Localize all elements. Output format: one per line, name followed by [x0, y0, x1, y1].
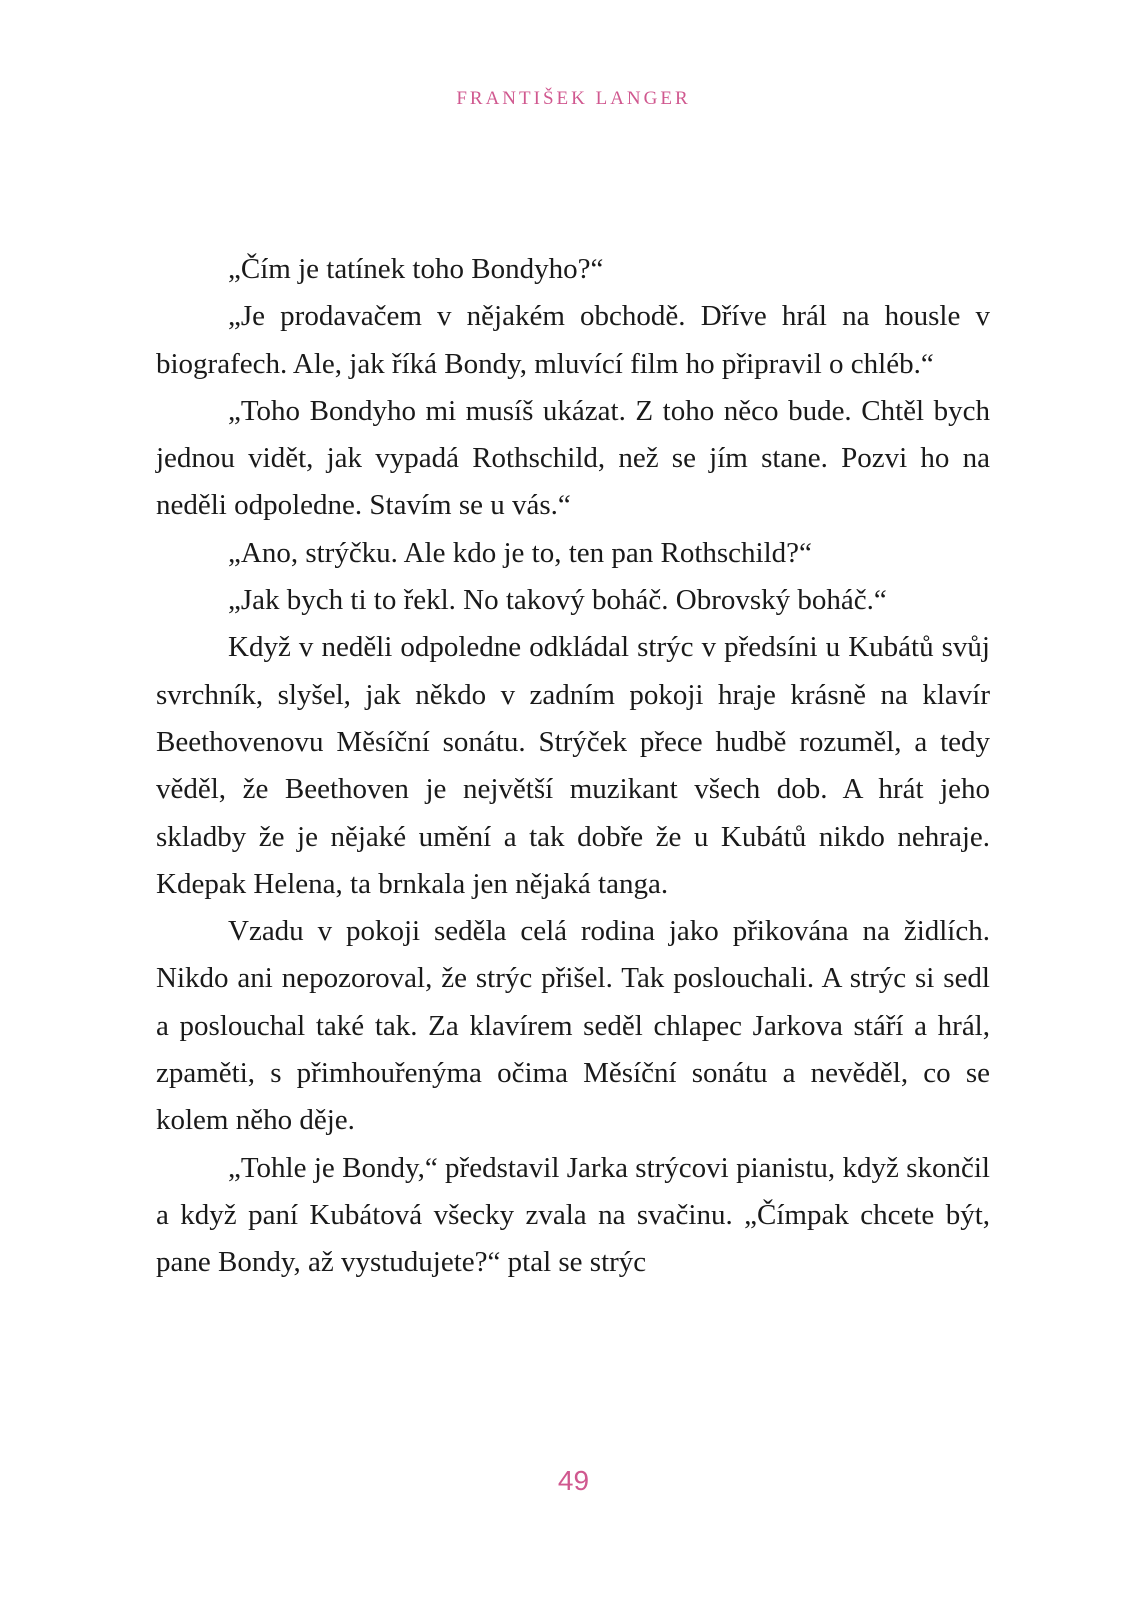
paragraph: „Ano, strýčku. Ale kdo je to, ten pan Rothschild?“: [228, 536, 812, 569]
paragraph: „Tohle je Bondy,“ představil Jarka strýcovi pianistu, když skončil a když paní Kubátová všecky zvala na svačinu. „Čímpak chcete být, pane Bondy, až vystudujete?“ ptal se strýc: [156, 1151, 990, 1279]
body-text: [156, 246, 990, 1287]
paragraph: „Čím je tatínek toho Bondyho?“: [228, 253, 604, 285]
paragraph: Vzadu v pokoji seděla celá rodina jako přikována na židlích. Nikdo ani nepozoroval, že strýc přišel. Tak poslouchali. A strýc si sedl a poslouchal také tak. Za klavírem seděl chlapec Jarkova stáří a hrál, zpaměti, s přimhouřenýma očima Měsíční sonátu a nevěděl, co se kolem něho děje.: [156, 915, 990, 1137]
running-head: FRANTIŠEK LANGER: [456, 88, 691, 109]
paragraph: „Jak bych ti to řekl. No takový boháč. Obrovský boháč.“: [228, 584, 887, 617]
page-number: 49: [557, 1465, 590, 1496]
paragraph: „Je prodavačem v nějakém obchodě. Dříve hrál na housle v biografech. Ale, jak říká Bondy, mluvící film ho připravil o chléb.“: [156, 300, 990, 380]
paragraph: „Toho Bondyho mi musíš ukázat. Z toho něco bude. Chtěl bych jednou vidět, jak vypadá Rothschild, než se jím stane. Pozvi ho na neděli odpoledne. Stavím se u vás.“: [156, 394, 990, 522]
paragraph: Když v neděli odpoledne odkládal strýc v předsíni u Kubátů svůj svrchník, slyšel, jak někdo v zadním pokoji hraje krásně na klavír Beethovenovu Měsíční sonátu. Strýček přece hudbě rozuměl, a tedy věděl, že Beethoven je největší muzikant všech dob. A hrát jeho skladby že je nějaké umění a tak dobře že u Kubátů nikdo nehraje. Kdepak Helena, ta brnkala jen nějaká tanga.: [156, 631, 990, 900]
